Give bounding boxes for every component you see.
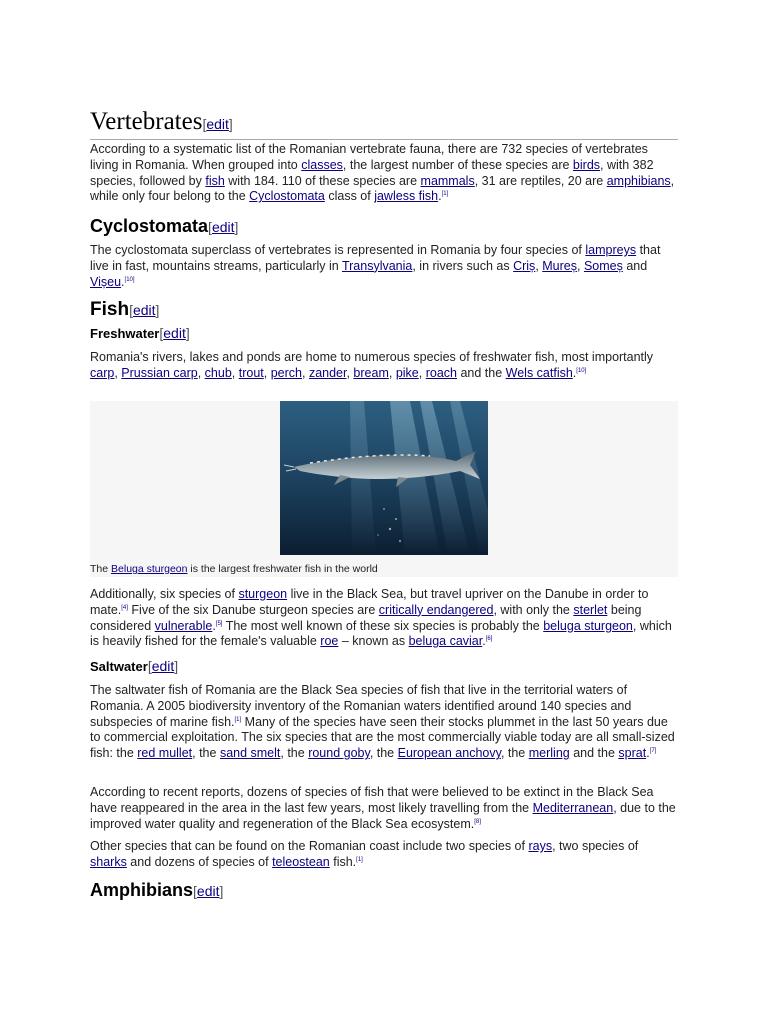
link-zander[interactable]: zander — [308, 365, 347, 380]
link-chub[interactable]: chub — [204, 365, 232, 380]
link-vulnerable[interactable]: vulnerable — [154, 618, 213, 633]
edit-link[interactable]: edit — [196, 883, 220, 899]
citation-link[interactable]: [7] — [649, 748, 657, 755]
section-heading-fish: Fish[edit] — [90, 299, 160, 320]
link-teleostean[interactable]: teleostean — [272, 854, 330, 869]
edit-section-vertebrates[interactable]: [edit] — [202, 116, 233, 132]
image-figure — [90, 401, 678, 577]
link-mures[interactable]: Mureș — [542, 258, 577, 273]
link-transylvania[interactable]: Transylvania — [341, 258, 413, 273]
edit-section-freshwater[interactable]: [edit] — [159, 325, 190, 341]
paragraph-reappeared: According to recent reports, dozens of species of fish that were believed to be extinct in the Black Sea have reappeared in the area in the last few years, most likely travelling from the Mediterranean, due to the improved water quality and regeneration of the Black Sea ecosystem.[8] — [90, 785, 676, 831]
citation-link[interactable]: [10] — [124, 276, 135, 283]
citation-link[interactable]: [10] — [576, 367, 587, 374]
link-birds[interactable]: birds — [572, 157, 601, 172]
link-round-goby[interactable]: round goby — [308, 746, 370, 761]
edit-section-saltwater[interactable]: [edit] — [147, 658, 179, 674]
citation-link[interactable]: [1] — [356, 856, 363, 863]
link-sprat[interactable]: sprat — [618, 746, 647, 761]
paragraph-saltwater: The saltwater fish of Romania are the Black Sea species of fish that live in the territorial waters of Romania. A 2005 biodiversity inventory of the Romanian waters identified around 140 species and subspecies of marine fish.[1] Many of the species have seen their stocks plummet in the last 50 years due to commercial exploitation. The six species that are the most commercially viable today are all small-sized fish: the red mullet, the sand smelt, the round goby, the European anchovy, the merling and the sprat.[7] — [90, 683, 675, 761]
link-mammals[interactable]: mammals — [420, 173, 475, 188]
citation-link[interactable]: [5] — [215, 620, 223, 627]
heading-text: Vertebrates — [90, 108, 203, 135]
link-merling[interactable]: merling — [528, 746, 570, 761]
link-sharks[interactable]: sharks — [90, 854, 127, 869]
citation-link[interactable]: [1] — [441, 191, 449, 198]
link-mediterranean[interactable]: Mediterranean — [532, 800, 614, 815]
link-roe[interactable]: roe — [320, 634, 339, 649]
link-sand-smelt[interactable]: sand smelt — [219, 746, 281, 761]
paragraph-freshwater: Romania's rivers, lakes and ponds are home to numerous species of freshwater fish, most importantly carp, Prussian carp, chub, trout, perch, zander, bream, pike, roach and the Wels catfish.[10] — [90, 350, 654, 380]
link-red-mullet[interactable]: red mullet — [137, 746, 193, 761]
link-european-anchovy[interactable]: European anchovy — [397, 746, 501, 761]
link-roach[interactable]: roach — [425, 365, 457, 380]
link-lampreys[interactable]: lampreys — [585, 243, 637, 257]
link-pike[interactable]: pike — [395, 365, 419, 380]
link-prussian-carp[interactable]: Prussian carp — [121, 365, 198, 380]
link-beluga-sturgeon[interactable]: beluga sturgeon — [543, 618, 633, 633]
link-cris[interactable]: Criș — [513, 258, 536, 273]
section-heading-cyclostomata: Cyclostomata[edit] — [90, 216, 239, 236]
citation-link[interactable]: [8] — [474, 818, 481, 825]
citation-link[interactable]: [6] — [485, 636, 493, 643]
paragraph-other-species: Other species that can be found on the Romanian coast include two species of rays, two species of sharks and dozens of species of teleostean fish.[1] — [90, 839, 639, 869]
citation-link[interactable]: [1] — [234, 716, 242, 723]
link-cyclostomata[interactable]: Cyclostomata — [249, 189, 325, 204]
link-carp[interactable]: carp — [90, 365, 115, 380]
link-beluga-caviar[interactable]: beluga caviar — [408, 634, 483, 649]
subheading-saltwater: Saltwater[edit] — [90, 658, 179, 674]
paragraph-sturgeon: Additionally, six species of sturgeon live in the Black Sea, but travel upriver on the Danube in order to mate.[4] Five of the six Danube sturgeon species are critically endangered, with only the sterlet being considered vulnerable.[5] The most well known of these six species is probably the beluga sturgeon, which is heavily fished for the female's valuable roe – known as beluga caviar.[6] — [90, 587, 672, 649]
edit-link[interactable]: edit — [206, 116, 229, 132]
link-wels-catfish[interactable]: Wels catfish — [505, 365, 573, 380]
citation-link[interactable]: [4] — [121, 604, 128, 611]
link-somes[interactable]: Someș — [583, 258, 623, 273]
section-heading-amphibians: Amphibians[edit] — [90, 880, 224, 900]
paragraph-cyclostomata: The cyclostomata superclass of vertebrates is represented in Romania by four species of lampreys that live in fast, mountains streams, particularly in Transylvania, in rivers such as Criș, Mureș, Someș and Vișeu.[10] — [90, 243, 661, 289]
link-bream[interactable]: bream — [353, 365, 389, 380]
edit-link[interactable]: edit — [132, 302, 156, 318]
link-amphibians[interactable]: amphibians — [606, 173, 671, 188]
link-trout[interactable]: trout — [238, 365, 264, 380]
link-jawless-fish[interactable]: jawless fish — [374, 189, 439, 204]
edit-section-amphibians[interactable]: [edit] — [193, 883, 224, 899]
link-critically-endangered[interactable]: critically endangered — [378, 602, 494, 617]
paragraph-vertebrates: According to a systematic list of the Romanian vertebrate fauna, there are 732 species of vertebrates living in Romania. When grouped into classes, the largest number of these species are birds, with 382 species, followed by fish with 184. 110 of these species are mammals, 31 are reptiles, 20 are amphibians, while only four belong to the Cyclostomata class of jawless fish.[1] — [90, 142, 675, 204]
edit-link[interactable]: edit — [163, 325, 186, 341]
edit-section-fish[interactable]: [edit] — [129, 302, 160, 318]
edit-link[interactable]: edit — [211, 219, 235, 235]
subheading-freshwater: Freshwater[edit] — [90, 325, 190, 341]
figure-caption: The Beluga sturgeon is the largest freshwater fish in the world — [90, 563, 378, 575]
edit-link[interactable]: edit — [151, 658, 175, 674]
link-perch[interactable]: perch — [270, 365, 302, 380]
link-fish[interactable]: fish — [205, 173, 225, 188]
link-classes[interactable]: classes — [301, 157, 343, 172]
link-viseu[interactable]: Vișeu — [90, 274, 122, 289]
link-rays[interactable]: rays — [528, 839, 553, 853]
link-sturgeon[interactable]: sturgeon — [238, 587, 288, 601]
edit-section-cyclostomata[interactable]: [edit] — [208, 219, 239, 235]
link-sterlet[interactable]: sterlet — [573, 602, 608, 617]
link-beluga-sturgeon-caption[interactable]: Beluga sturgeon — [111, 563, 188, 575]
section-heading-vertebrates — [90, 108, 678, 140]
beluga-sturgeon-image[interactable] — [280, 401, 488, 555]
